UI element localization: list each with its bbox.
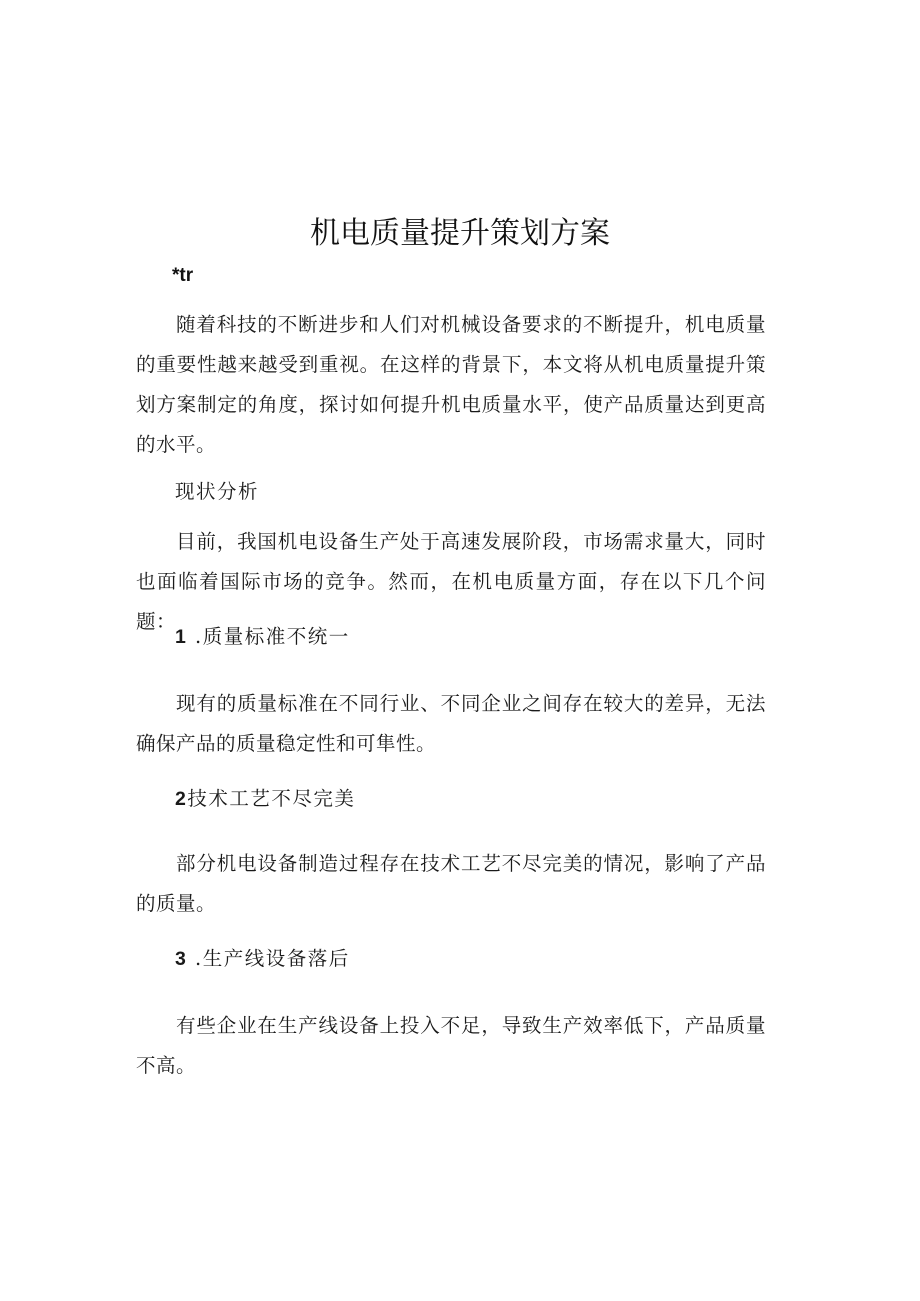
document-title: 机电质量提升策划方案 (310, 216, 610, 251)
issue-number: 2 (175, 788, 188, 810)
issue-heading-text: .生产线设备落后 (187, 947, 350, 970)
status-paragraph: 目前，我国机电设备生产处于高速发展阶段，市场需求量大，同时也面临着国际市场的竞争。然而，在机电质量方面，存在以下几个问题： (136, 530, 766, 633)
issue-paragraph-2: 部分机电设备制造过程存在技术工艺不尽完美的情况，影响了产品的质量。 (136, 852, 766, 915)
issue-heading-text: .质量标准不统一 (187, 625, 350, 648)
issue-heading-2 (175, 785, 355, 813)
issue-paragraph-3: 有些企业在生产线设备上投入不足，导致生产效率低下，产品质量不高。 (136, 1014, 766, 1077)
issue-paragraph-1: 现有的质量标准在不同行业、不同企业之间存在较大的差异，无法确保产品的质量稳定性和可隼性。 (136, 692, 766, 755)
issue-number: 3 (175, 948, 188, 970)
intro-label: *tr (172, 265, 194, 286)
issue-heading-1 (175, 623, 350, 651)
issue-heading-3 (175, 945, 350, 973)
issue-heading-text: 技术工艺不尽完美 (187, 787, 356, 810)
intro-paragraph: 随着科技的不断进步和人们对机械设备要求的不断提升，机电质量的重要性越来越受到重视。在这样的背景下，本文将从机电质量提升策划方案制定的角度，探讨如何提升机电质量水平，使产品质量达到更高的水平。 (136, 313, 766, 456)
issue-number: 1 (175, 626, 188, 648)
section-heading-status: 现状分析 (175, 480, 260, 503)
